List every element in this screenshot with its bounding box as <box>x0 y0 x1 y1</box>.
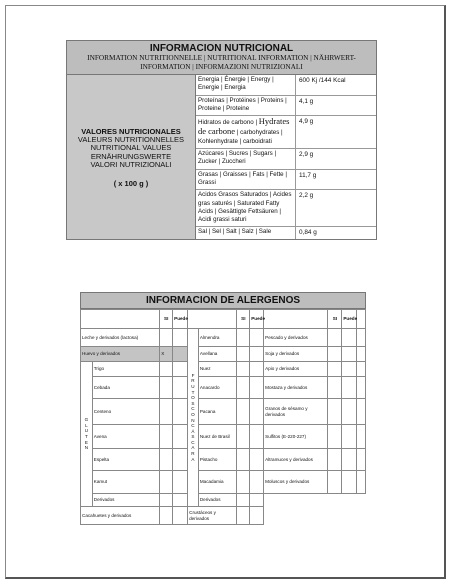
nutrition-row <box>196 149 376 170</box>
nutrient-name: Azúcares | Sucres | Sugars | Zucker | Zuccheri <box>196 149 296 169</box>
allergen-title: INFORMACION DE ALERGENOS <box>80 292 366 309</box>
col-si: SI <box>237 310 250 329</box>
values-unit: ( x 100 g ) <box>113 178 149 188</box>
allergen-name: Trigo <box>92 362 160 377</box>
allergen-row <box>81 377 366 399</box>
allergen-name: Mostaza y derivados <box>264 377 328 399</box>
allergen-name: Pistacho <box>198 449 237 471</box>
nutrient-value: 0,84 g <box>299 229 317 237</box>
nutrient-value: 4,9 g <box>299 118 314 126</box>
allergen-table <box>80 292 366 525</box>
allergen-row <box>81 471 366 494</box>
allergen-name: Moluscos y derivados <box>264 471 328 494</box>
allergen-name: Cacahuetes y derivados <box>81 507 160 525</box>
col-puede: Puede <box>173 310 188 329</box>
nutrient-name: Proteínas | Protéines | Proteins | Proteine | Proteine <box>196 96 296 116</box>
nutrient-name-part: | carbohydrates | Kohlenhydrate | carboidrati <box>198 129 283 145</box>
nutrition-table <box>66 40 377 240</box>
nutrition-title: INFORMACION NUTRICIONAL <box>149 43 294 54</box>
nutrient-name-part: Hydrates de carbone <box>198 116 290 137</box>
allergen-name: Centeno <box>92 399 160 425</box>
nutrition-row <box>196 75 376 96</box>
nutrient-value: 2,9 g <box>299 151 314 159</box>
allergen-name: Sulfitos (E-220-227) <box>264 425 328 449</box>
nutrition-row <box>196 190 376 227</box>
allergen-name: Granos de sésamo y derivados <box>264 399 328 425</box>
allergen-row <box>81 362 366 377</box>
allergen-name: Apio y derivados <box>264 362 328 377</box>
allergen-row <box>81 347 366 362</box>
col-puede: Puede <box>342 310 357 329</box>
allergen-name: Nuez de Brasil <box>198 425 237 449</box>
col-si: SI <box>328 310 342 329</box>
nutrient-name: Acidos Grasos Saturados | Acides gras saturés | Saturated Fatty Acids | Gesättigte Fettsäuren | Acidi grassi saturi <box>196 190 296 226</box>
nutrition-row <box>196 227 376 239</box>
allergen-name: Nuez <box>198 362 237 377</box>
allergen-name: Altramuces y derivados <box>264 449 328 471</box>
gluten-label <box>81 362 93 507</box>
nutrient-value: 11,7 g <box>299 171 317 179</box>
col-puede: Puede <box>250 310 264 329</box>
allergen-row <box>81 507 366 525</box>
allergen-name: Pacana <box>198 399 237 425</box>
allergen-name: Pescado y derivados <box>264 329 328 347</box>
gluten-label-text: GLUTEN <box>84 417 89 451</box>
nutrient-value: 2,2 g <box>299 192 314 200</box>
allergen-si-mark: X <box>160 347 173 362</box>
nutrition-rows <box>196 75 376 239</box>
allergen-name: Leche y derivados (lactosa) <box>81 329 160 347</box>
allergen-row <box>81 494 366 507</box>
nutrition-row <box>196 116 376 149</box>
nutrient-name: Sal | Sel | Salt | Salz | Sale <box>196 227 296 239</box>
values-line: NUTRITIONAL VALUES <box>90 143 172 153</box>
values-line: VALEURS NUTRITIONNELLES <box>77 134 185 144</box>
allergen-name: Kamut <box>92 471 160 494</box>
frutos-label <box>188 329 199 507</box>
col-si: SI <box>160 310 173 329</box>
nutrient-name: Grasas | Graisses | Fats | Fette | Grassi <box>196 170 296 190</box>
allergen-row <box>81 399 366 425</box>
nutrition-subtitle: INFORMATION NUTRITIONNELLE | NUTRITIONAL INFORMATION | NÄHRWERT-INFORMATION | INFORMAZIONI NUTRIZIONALI <box>87 53 356 71</box>
allergen-row <box>81 329 366 347</box>
allergen-grid <box>80 309 366 525</box>
nutrient-name <box>196 116 296 148</box>
values-line: ERNÄHRUNGSWERTE <box>90 151 172 161</box>
allergen-name: Cebada <box>92 377 160 399</box>
nutrition-row <box>196 96 376 117</box>
allergen-row <box>81 425 366 449</box>
frutos-label-text: FRUTOS CON CÁSCARA <box>191 372 195 462</box>
allergen-name: Soja y derivados <box>264 347 328 362</box>
allergen-name: Espelta <box>92 449 160 471</box>
nutrient-value: 4,1 g <box>299 97 314 105</box>
allergen-header-row <box>81 310 366 329</box>
allergen-name: Macadamia <box>198 471 237 494</box>
allergen-name: Anacardo <box>198 377 237 399</box>
values-title: VALORES NUTRICIONALES <box>81 126 181 136</box>
allergen-name: Crustáceos y derivados <box>188 507 237 525</box>
allergen-name: Avellana <box>198 347 237 362</box>
values-line: VALORI NUTRIZIONALI <box>90 160 172 170</box>
allergen-name: Huevo y derivados <box>81 347 160 362</box>
nutrient-value: 600 Kj /144 Kcal <box>299 77 346 84</box>
allergen-name: Avena <box>92 425 160 449</box>
nutrition-header <box>67 41 376 75</box>
nutrition-row <box>196 170 376 191</box>
allergen-row <box>81 449 366 471</box>
nutrition-values-label <box>67 75 196 239</box>
allergen-name: Derivados <box>92 494 160 507</box>
nutrient-name: Energia | Énergie | Energy | Energie | Energia <box>196 75 296 95</box>
allergen-name: Derivados <box>198 494 237 507</box>
nutrient-name-part: Hidratos de carbono | <box>198 119 258 127</box>
allergen-name: Almendra <box>198 329 237 347</box>
